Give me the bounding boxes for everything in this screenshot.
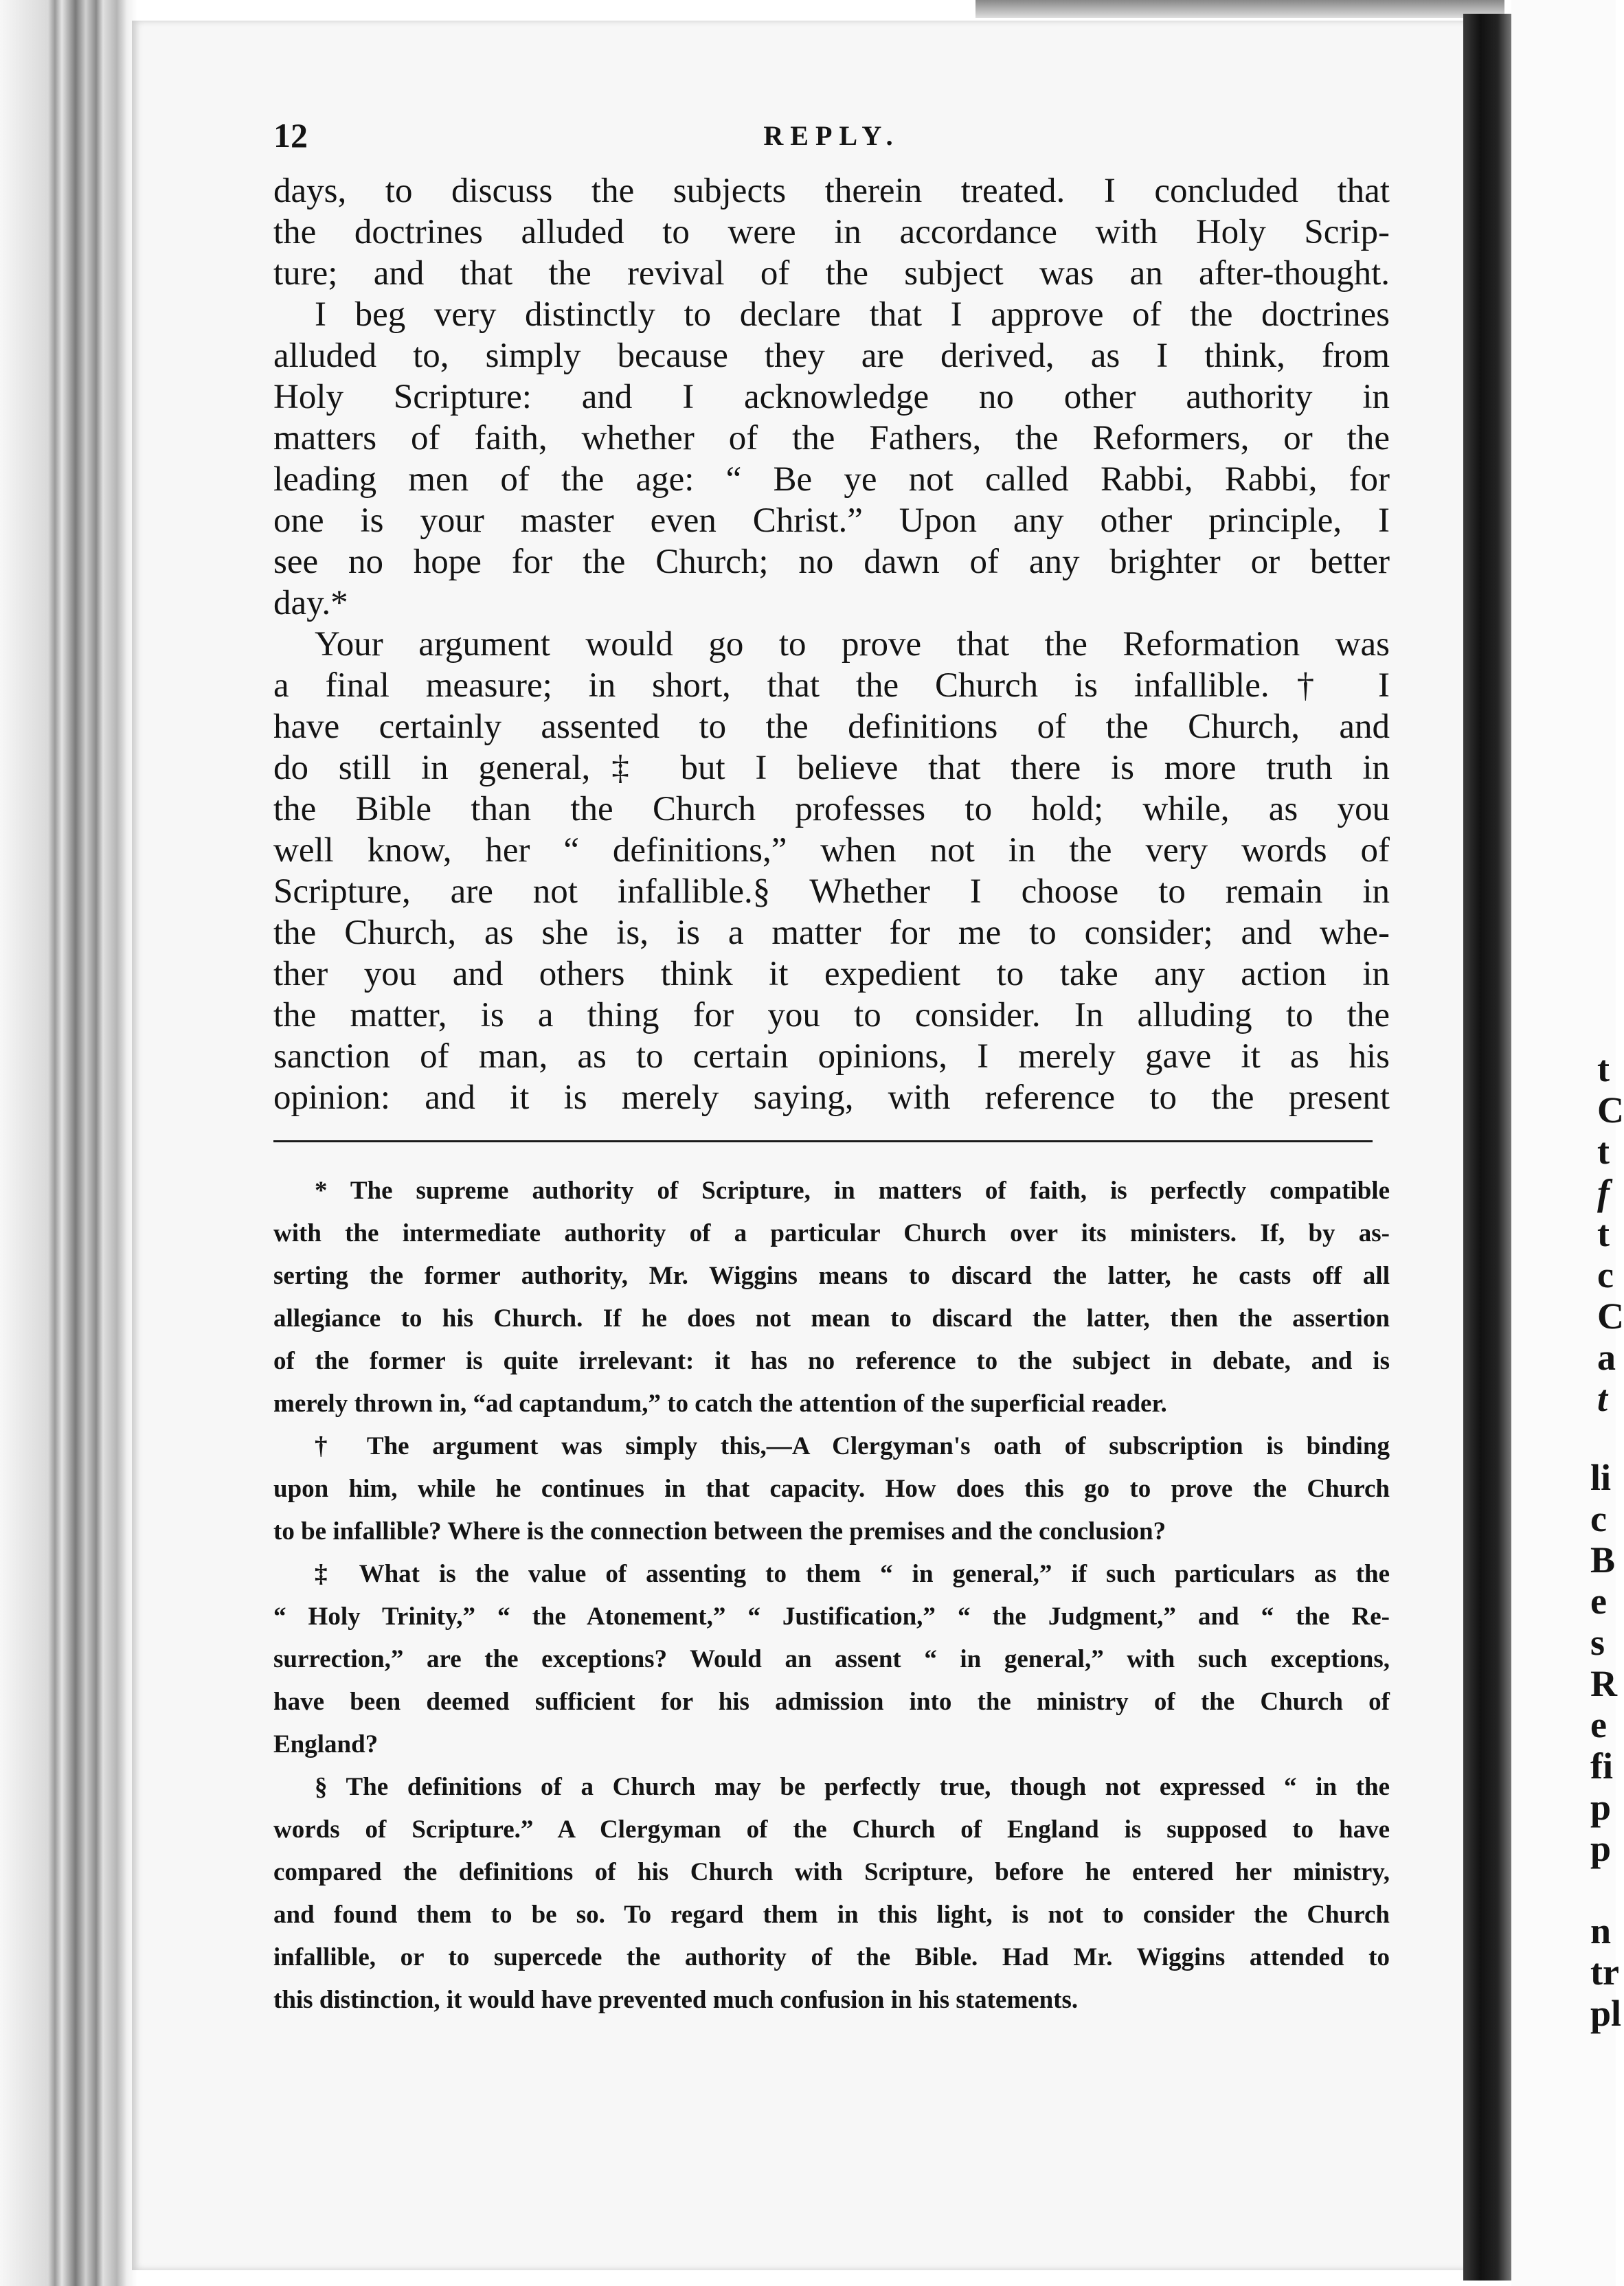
text-line: well know, her “ definitions,” when not in the very words of: [273, 831, 1390, 870]
next-page-fragment: pl: [1590, 1993, 1622, 2034]
next-page-fragment: fi: [1590, 1745, 1613, 1787]
footnotes: [273, 1170, 1390, 2022]
next-page-fragment: p: [1590, 1828, 1612, 1869]
next-page-fragment: li: [1590, 1457, 1612, 1498]
running-head: REPLY.: [763, 120, 900, 151]
next-page-fragment: t: [1597, 1048, 1610, 1089]
next-page-fragment: t: [1597, 1213, 1610, 1254]
footnote-line: surrection,” are the exceptions? Would an assent “ in general,” with such exceptions,: [273, 1645, 1390, 1673]
text-line: the Bible than the Church professes to hold; while, as you: [273, 790, 1390, 828]
next-page-fragment: a: [1597, 1337, 1616, 1378]
text-line: Your argument would go to prove that the Reformation was: [315, 625, 1390, 664]
next-page-fragment: e: [1590, 1581, 1607, 1622]
text-line: ture; and that the revival of the subject was an after-thought.: [273, 254, 1390, 293]
footnote-line: compared the definitions of his Church with Scripture, before he entered her ministry,: [273, 1858, 1390, 1886]
next-page-fragment: e: [1590, 1704, 1607, 1745]
text-line: I beg very distinctly to declare that I approve of the doctrines: [315, 295, 1390, 334]
footnote-line: infallible, or to supercede the authority of the Bible. Had Mr. Wiggins attended to: [273, 1943, 1390, 1971]
page-header: [273, 110, 1390, 158]
next-page-fragment: p: [1590, 1787, 1612, 1828]
footnote-line: of the former is quite irrelevant: it has no reference to the subject in debate, and is: [273, 1347, 1390, 1375]
footnote-line: with the intermediate authority of a particular Church over its ministers. If, by as-: [273, 1219, 1390, 1247]
text-line: one is your master even Christ.” Upon any other principle, I: [273, 501, 1390, 540]
next-page-fragment: R: [1590, 1663, 1617, 1704]
body-text: [273, 170, 1390, 1118]
next-page-fragment: t: [1597, 1131, 1610, 1172]
page-top-shadow: [975, 0, 1504, 18]
text-line: a final measure; in short, that the Church is infallible.† I: [273, 666, 1390, 705]
footnote-line: † The argument was simply this,—A Clergyman's oath of subscription is binding: [315, 1432, 1390, 1460]
footnote-line: “ Holy Trinity,” “ the Atonement,” “ Justification,” “ the Judgment,” and “ the Re-: [273, 1603, 1390, 1631]
text-line: opinion: and it is merely saying, with reference to the present: [273, 1078, 1390, 1117]
text-line: see no hope for the Church; no dawn of any brighter or better: [273, 543, 1390, 581]
footnote-line: merely thrown in, “ad captandum,” to catch the attention of the superficial reader.: [273, 1390, 1167, 1418]
text-line: have certainly assented to the definitions of the Church, and: [273, 708, 1390, 746]
page-content: [273, 110, 1390, 2022]
page-number: 12: [273, 116, 308, 155]
page-fold-shadow: [1463, 14, 1511, 2281]
text-line: leading men of the age: “ Be ye not called Rabbi, Rabbi, for: [273, 460, 1390, 499]
next-page-fragment: C: [1597, 1089, 1624, 1131]
footnote-line: upon him, while he continues in that capacity. How does this go to prove the Church: [273, 1475, 1390, 1503]
footnote-line: ‡ What is the value of assenting to them “ in general,” if such particulars as the: [315, 1560, 1390, 1588]
next-page-fragment: s: [1590, 1622, 1605, 1663]
text-line: the doctrines alluded to were in accordance with Holy Scrip-: [273, 213, 1390, 251]
next-page-fragment: B: [1590, 1539, 1616, 1581]
text-line: Scripture, are not infallible.§ Whether I choose to remain in: [273, 872, 1390, 911]
footnote-line: have been deemed sufficient for his admission into the ministry of the Church of: [273, 1688, 1390, 1716]
text-line: alluded to, simply because they are derived, as I think, from: [273, 337, 1390, 375]
next-page-fragment: n: [1590, 1910, 1612, 1951]
footnote-line: this distinction, it would have prevented much confusion in his statements.: [273, 1986, 1079, 2014]
next-page-fragment: c: [1590, 1498, 1607, 1539]
footnote-line: England?: [273, 1730, 379, 1758]
footnote-line: * The supreme authority of Scripture, in matters of faith, is perfectly compatible: [315, 1177, 1390, 1205]
text-line: days, to discuss the subjects therein treated. I concluded that: [273, 172, 1390, 210]
text-line: the Church, as she is, is a matter for me to consider; and whe-: [273, 914, 1390, 952]
footnote-line: serting the former authority, Mr. Wiggins means to discard the latter, he casts off all: [273, 1262, 1390, 1290]
footnote-line: and found them to be so. To regard them in this light, is not to consider the Church: [273, 1901, 1390, 1929]
text-line: ther you and others think it expedient to take any action in: [273, 955, 1390, 993]
text-line: do still in general,‡ but I believe that there is more truth in: [273, 749, 1390, 787]
text-line: sanction of man, as to certain opinions, I merely gave it as his: [273, 1037, 1390, 1076]
footnote-line: allegiance to his Church. If he does not mean to discard the latter, then the assertion: [273, 1304, 1390, 1333]
text-line: matters of faith, whether of the Fathers, the Reformers, or the: [273, 419, 1390, 457]
footnote-rule: [273, 1140, 1373, 1142]
text-line: the matter, is a thing for you to consider. In alluding to the: [273, 996, 1390, 1034]
next-page-fragment: f: [1597, 1172, 1610, 1213]
footnote-line: § The definitions of a Church may be perfectly true, though not expressed “ in the: [315, 1773, 1390, 1801]
next-page-fragment: C: [1597, 1295, 1624, 1337]
next-page-fragment: tr: [1590, 1951, 1619, 1993]
text-line: day.*: [273, 584, 348, 622]
next-page-edge: [1511, 0, 1624, 2286]
footnote-line: to be infallible? Where is the connection between the premises and the conclusion?: [273, 1517, 1166, 1546]
footnote-line: words of Scripture.” A Clergyman of the Church of England is supposed to have: [273, 1815, 1390, 1844]
next-page-fragment: t: [1597, 1378, 1608, 1419]
text-line: Holy Scripture: and I acknowledge no other authority in: [273, 378, 1390, 416]
next-page-fragment: c: [1597, 1254, 1614, 1295]
binding-gutter: [0, 0, 137, 2286]
